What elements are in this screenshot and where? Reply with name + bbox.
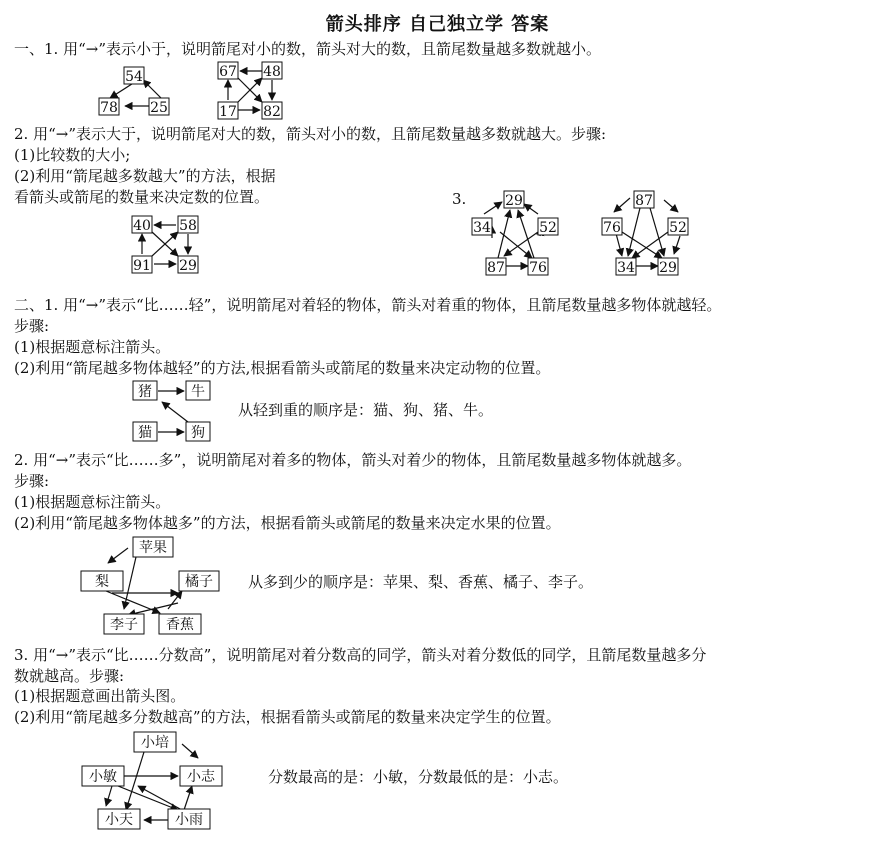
student-box bbox=[180, 766, 222, 786]
svg-text:34: 34 bbox=[473, 220, 491, 236]
svg-text:苹果: 苹果 bbox=[139, 540, 167, 556]
svg-text:78: 78 bbox=[100, 100, 118, 116]
part1-q2-text: 2. 用“→”表示大于，说明箭尾对大的数，箭头对小的数，且箭尾数量越多数就越大。步骤: bbox=[14, 125, 607, 143]
num-box bbox=[616, 258, 636, 276]
svg-text:小志: 小志 bbox=[187, 769, 215, 785]
part2-q3-step1: (1)根据题意画出箭头图。 bbox=[14, 687, 186, 705]
svg-text:87: 87 bbox=[487, 260, 505, 276]
part1-q2-step1: (1)比较数的大小; bbox=[14, 146, 131, 164]
num-box bbox=[538, 218, 558, 236]
fruit-box bbox=[81, 571, 123, 591]
svg-text:小培: 小培 bbox=[141, 735, 169, 751]
svg-text:小天: 小天 bbox=[105, 812, 133, 828]
svg-text:李子: 李子 bbox=[110, 617, 138, 633]
animal-box bbox=[133, 422, 157, 441]
svg-text:48: 48 bbox=[263, 64, 281, 80]
fruit-box bbox=[159, 614, 201, 634]
animal-box bbox=[186, 422, 210, 441]
part2-q1-step1: (1)根据题意标注箭头。 bbox=[14, 338, 171, 356]
part2-q1-steps: 步骤: bbox=[14, 317, 50, 335]
svg-text:小雨: 小雨 bbox=[175, 812, 203, 828]
num-box bbox=[472, 218, 492, 236]
num-box bbox=[602, 218, 622, 236]
fig-1-2 bbox=[128, 210, 208, 276]
part2-q2-steps: 步骤: bbox=[14, 472, 50, 490]
num-box bbox=[218, 62, 238, 80]
fruit-box bbox=[104, 614, 144, 634]
svg-text:67: 67 bbox=[219, 64, 237, 80]
svg-text:29: 29 bbox=[659, 260, 677, 276]
part2-q3-text-b: 数就越高。步骤: bbox=[14, 667, 125, 685]
svg-text:猫: 猫 bbox=[138, 425, 152, 441]
svg-text:76: 76 bbox=[529, 260, 547, 276]
fig-2-3 bbox=[78, 728, 228, 834]
num-box bbox=[218, 102, 238, 120]
student-box bbox=[82, 766, 124, 786]
num-box bbox=[178, 216, 198, 234]
fig-1-3b bbox=[598, 186, 698, 278]
num-box bbox=[634, 191, 654, 209]
part1-q3-label: 3. bbox=[452, 190, 467, 208]
fig-1-1a bbox=[95, 62, 185, 122]
num-box bbox=[658, 258, 678, 276]
svg-text:牛: 牛 bbox=[191, 384, 205, 400]
num-box bbox=[668, 218, 688, 236]
svg-text:34: 34 bbox=[617, 260, 635, 276]
num-box bbox=[149, 98, 169, 116]
svg-text:橘子: 橘子 bbox=[185, 574, 213, 590]
num-box bbox=[124, 67, 144, 85]
part2-q2-answer: 从多到少的顺序是：苹果、梨、香蕉、橘子、李子。 bbox=[248, 573, 594, 591]
svg-text:25: 25 bbox=[150, 100, 168, 116]
svg-text:40: 40 bbox=[133, 218, 151, 234]
svg-text:58: 58 bbox=[179, 218, 197, 234]
svg-text:17: 17 bbox=[219, 104, 237, 120]
part2-q3-answer: 分数最高的是：小敏，分数最低的是：小志。 bbox=[268, 768, 569, 786]
svg-text:52: 52 bbox=[539, 220, 557, 236]
svg-text:82: 82 bbox=[263, 104, 281, 120]
part1-q1-text: 一、1. 用“→”表示小于，说明箭尾对小的数，箭头对大的数，且箭尾数量越多数就越小。 bbox=[14, 40, 601, 58]
svg-text:76: 76 bbox=[603, 220, 621, 236]
part1-q2-step2a: (2)利用“箭尾越多数越大”的方法，根据 bbox=[14, 167, 276, 185]
student-box bbox=[168, 809, 210, 829]
part2-q3-step2: (2)利用“箭尾越多分数越高”的方法，根据看箭头或箭尾的数量来决定学生的位置。 bbox=[14, 708, 561, 726]
svg-text:29: 29 bbox=[505, 193, 523, 209]
part2-q2-step2: (2)利用“箭尾越多物体越多”的方法，根据看箭头或箭尾的数量来决定水果的位置。 bbox=[14, 514, 561, 532]
animal-box bbox=[186, 381, 210, 400]
num-box bbox=[528, 258, 548, 276]
part2-q2-step1: (1)根据题意标注箭头。 bbox=[14, 493, 171, 511]
svg-text:猪: 猪 bbox=[138, 384, 152, 400]
fig-1-1b bbox=[212, 58, 292, 124]
svg-text:小敏: 小敏 bbox=[89, 769, 117, 785]
part1-q2-step2b: 看箭头或箭尾的数量来决定数的位置。 bbox=[14, 188, 270, 206]
num-box bbox=[262, 102, 282, 120]
num-box bbox=[504, 191, 524, 209]
fruit-box bbox=[179, 571, 219, 591]
fig-1-3a bbox=[468, 186, 568, 278]
fig-2-1 bbox=[128, 378, 218, 446]
svg-text:梨: 梨 bbox=[95, 574, 109, 590]
part2-q1-text: 二、1. 用“→”表示“比……轻”，说明箭尾对着轻的物体，箭头对着重的物体，且箭尾数量越多物体就越轻。 bbox=[14, 296, 722, 314]
student-box bbox=[98, 809, 140, 829]
svg-text:91: 91 bbox=[133, 258, 151, 274]
num-box bbox=[132, 216, 152, 234]
part2-q1-answer: 从轻到重的顺序是：猫、狗、猪、牛。 bbox=[238, 401, 494, 419]
svg-text:87: 87 bbox=[635, 193, 653, 209]
svg-text:香蕉: 香蕉 bbox=[166, 617, 194, 633]
part2-q2-text: 2. 用“→”表示“比……多”，说明箭尾对着多的物体，箭头对着少的物体，且箭尾数量越多物体就越多。 bbox=[14, 451, 692, 469]
fig-2-2 bbox=[78, 533, 228, 639]
student-box bbox=[134, 732, 176, 752]
num-box bbox=[486, 258, 506, 276]
svg-text:狗: 狗 bbox=[191, 425, 205, 441]
num-box bbox=[99, 98, 119, 116]
svg-text:29: 29 bbox=[179, 258, 197, 274]
num-box bbox=[132, 256, 152, 274]
page-title: 箭头排序 自己独立学 答案 bbox=[325, 14, 550, 35]
svg-text:54: 54 bbox=[125, 69, 143, 85]
animal-box bbox=[133, 381, 157, 400]
part2-q3-text-a: 3. 用“→”表示“比……分数高”，说明箭尾对着分数高的同学，箭头对着分数低的同学，且箭尾数量越多分 bbox=[14, 646, 707, 664]
num-box bbox=[262, 62, 282, 80]
part2-q1-step2: (2)利用“箭尾越多物体越轻”的方法,根据看箭头或箭尾的数量来决定动物的位置。 bbox=[14, 359, 551, 377]
fruit-box bbox=[133, 537, 173, 557]
svg-text:52: 52 bbox=[669, 220, 687, 236]
num-box bbox=[178, 256, 198, 274]
